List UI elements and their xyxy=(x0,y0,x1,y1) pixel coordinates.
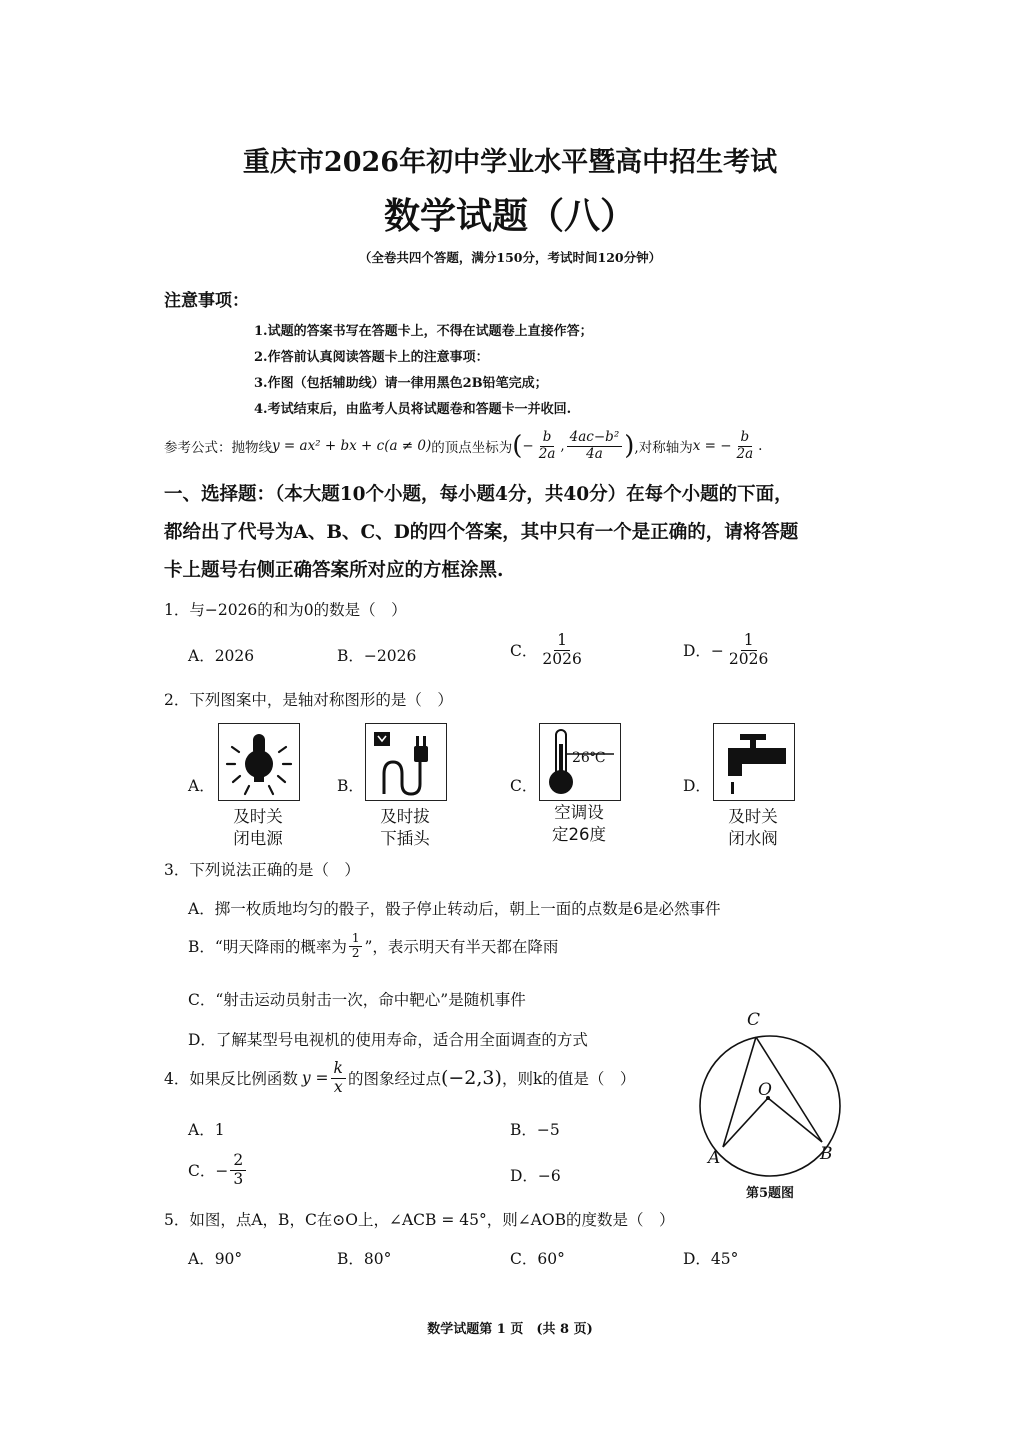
q2-option-d-label: D． xyxy=(683,777,711,795)
axis-equation: x = − xyxy=(692,438,732,455)
exam-info: （全卷共四个答题，满分150分，考试时间120分钟） xyxy=(358,250,662,265)
plug-sign-icon xyxy=(365,723,447,801)
thermometer-sign-icon xyxy=(539,723,621,801)
exam-title: 重庆市2026年初中学业水平暨高中招生考试 xyxy=(242,147,778,178)
section-heading-line: 一、选择题：（本大题10个小题，每小题4分，共40分）在每个小题的下面， xyxy=(164,484,793,505)
q4-option-d: D．−6 xyxy=(510,1167,561,1185)
section-heading-line: 卡上题号右侧正确答案所对应的方框涂黑. xyxy=(164,560,504,581)
question-4-stem: 4．如果反比例函数 y = $\frac{k}{x}$ 的图象经过点 (−2,3) ，则k的值是（ ） xyxy=(164,1059,636,1096)
reference-mid: 的顶点坐标为 xyxy=(431,440,513,457)
axis-fraction: $\frac{b}{2a}$ xyxy=(736,429,754,462)
q5-option-a: A．90° xyxy=(188,1250,243,1268)
q3-option-c: C．“射击运动员射击一次，命中靶心”是随机事件 xyxy=(188,991,526,1009)
q4-equation-fraction: $\frac{k}{x}$ xyxy=(331,1060,346,1097)
vertex-y-fraction: $\frac{\text{4ac−b²}}{4a}$ xyxy=(567,430,623,462)
q2-caption-d: 及时关 闭水阀 xyxy=(728,807,778,848)
thermometer-temperature: 26℃ xyxy=(572,750,606,766)
point-c-label: C xyxy=(747,1010,761,1030)
figure-caption: 第5题图 xyxy=(746,1186,795,1201)
q3-b-fraction: $\frac{1}{2}$ xyxy=(349,932,363,961)
section-heading-line: 都给出了代号为A、B、C、D的四个答案，其中只有一个是正确的，请将答题 xyxy=(164,522,799,543)
q4-c-fraction: $\frac{2}{3}$ xyxy=(230,1152,246,1189)
q2-option-b-label: B． xyxy=(337,777,364,795)
question-5-stem: 5．如图，点A，B，C在⊙O上，∠ACB = 45°，则∠AOB的度数是（ ） xyxy=(164,1211,675,1229)
q2-option-a-label: A． xyxy=(188,777,215,795)
notice-item: 4.考试结束后，由监考人员将试题卷和答题卡一并收回. xyxy=(254,402,572,417)
q5-option-c: C．60° xyxy=(510,1250,565,1268)
question-3-stem: 3．下列说法正确的是（ ） xyxy=(164,861,360,879)
vertex-x-fraction: $\frac{b}{2a}$ xyxy=(538,429,556,462)
axis-text: ,对称轴为 xyxy=(634,440,693,457)
q2-option-c-label: C． xyxy=(510,777,538,795)
question-1-stem: 1．与−2026的和为0的数是（ ） xyxy=(164,601,407,619)
reference-formula: 参考公式：抛物线 y = ax² + bx + c(a ≠ 0) 的顶点坐标为 ( − $\frac{b}{2a}$ , $\frac{\text{4ac−b²}}{4a}$ ) ,对称轴为 x = − $\frac{b}{2a}$ . xyxy=(164,429,763,462)
q5-option-b: B．80° xyxy=(337,1250,392,1268)
q4-option-a: A．1 xyxy=(188,1121,225,1139)
q1-d-fraction: $\frac{1}{2026}$ xyxy=(728,631,769,668)
paper-subtitle: 数学试题（八） xyxy=(383,195,636,237)
question-2-stem: 2．下列图案中，是轴对称图形的是（ ） xyxy=(164,691,453,709)
reference-prefix: 参考公式：抛物线 xyxy=(164,440,272,457)
q1-option-a: A．2026 xyxy=(188,647,255,665)
q4-option-c: C．− $\frac{2}{3}$ xyxy=(188,1152,248,1189)
q2-caption-b: 及时拔 下插头 xyxy=(380,807,430,848)
q3-option-d: D．了解某型号电视机的使用寿命，适合用全面调查的方式 xyxy=(188,1031,588,1049)
point-o-label: O xyxy=(758,1080,772,1100)
point-b-label: B xyxy=(820,1144,833,1164)
notice-item: 1.试题的答案书写在答题卡上，不得在试题卷上直接作答； xyxy=(254,324,593,339)
q3-option-a: A．掷一枚质地均匀的骰子，骰子停止转动后，朝上一面的点数是6是必然事件 xyxy=(188,900,721,918)
point-a-label: A xyxy=(708,1148,721,1168)
q1-option-c: C． $\frac{1}{2026}$ xyxy=(510,632,587,669)
notice-item: 2.作答前认真阅读答题卡上的注意事项： xyxy=(254,350,489,365)
q5-option-d: D．45° xyxy=(683,1250,739,1268)
parabola-equation: y = ax² + bx + c(a ≠ 0) xyxy=(272,438,432,455)
lightbulb-sign-icon xyxy=(218,723,300,801)
q5-circle-figure xyxy=(690,1010,850,1210)
notice-item: 3.作图（包括辅助线）请一律用黑色2B铅笔完成； xyxy=(254,376,548,391)
q1-option-b: B．−2026 xyxy=(337,647,417,665)
q1-c-fraction: $\frac{1}{2026}$ xyxy=(542,631,582,668)
q2-caption-c: 空调设 定26度 xyxy=(552,803,606,844)
q1-option-d: D．− $\frac{1}{2026}$ xyxy=(683,632,773,669)
q4-option-b: B．−5 xyxy=(510,1121,560,1139)
notice-heading: 注意事项： xyxy=(164,291,249,311)
q2-caption-a: 及时关 闭电源 xyxy=(233,807,283,848)
page-footer: 数学试题第 1 页 (共 8 页) xyxy=(427,1322,593,1337)
faucet-sign-icon xyxy=(713,723,795,801)
q3-option-b: B．“明天降雨的概率为 $\frac{1}{2}$ ”，表示明天有半天都在降雨 xyxy=(188,931,559,960)
